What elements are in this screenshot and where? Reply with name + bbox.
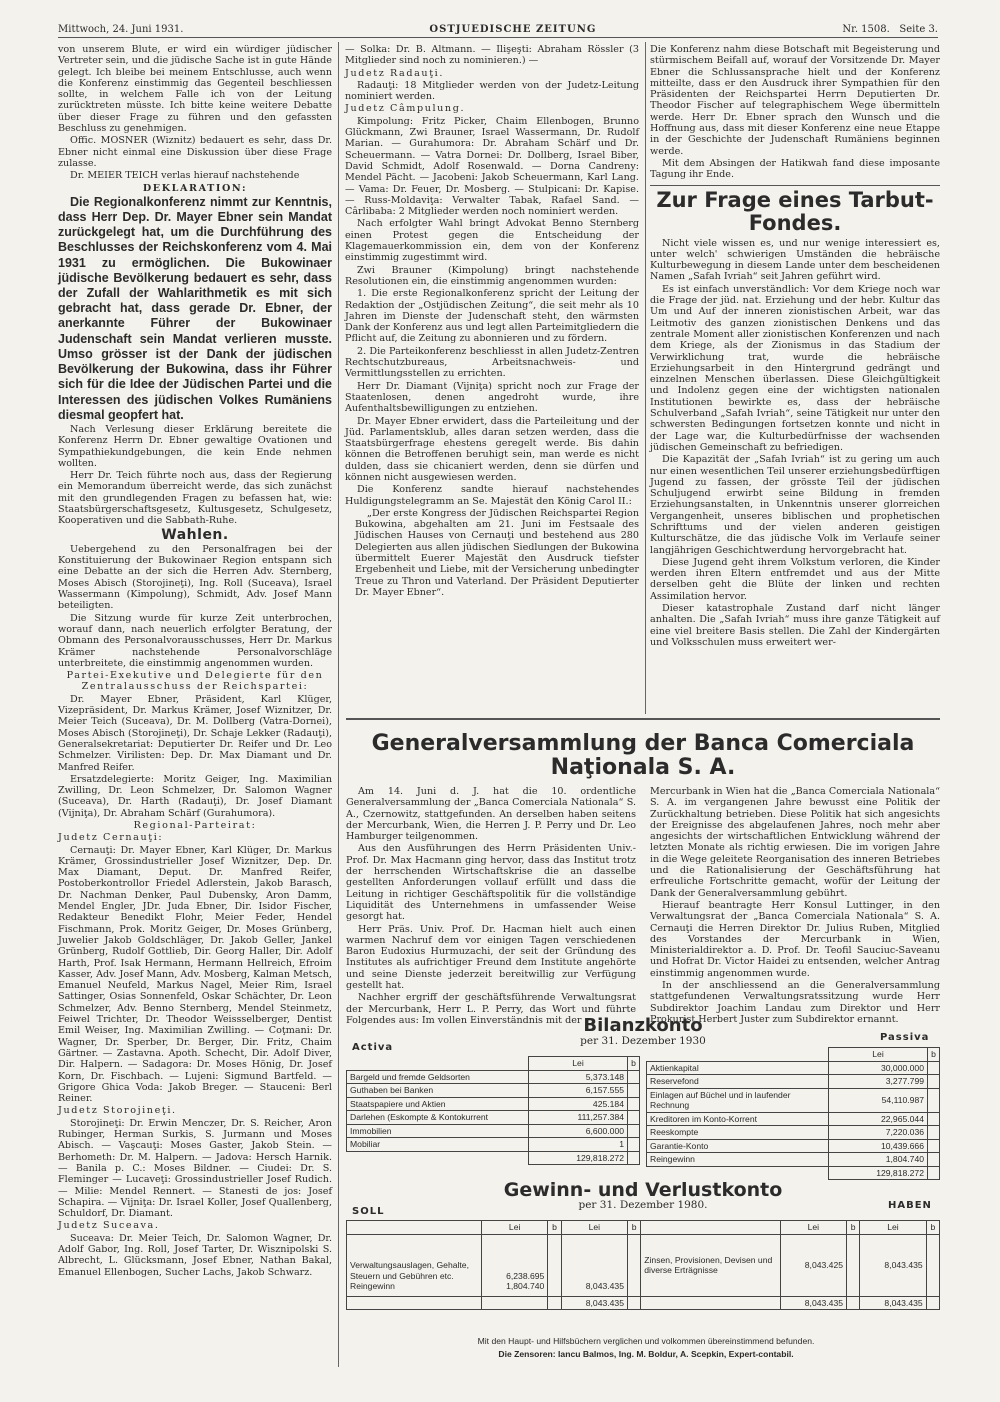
col2-paragraph: Radauţi: 18 Mitglieder werden von der Judetz-Leitung nominiert werden. [345,79,639,103]
judetz-cernauti-heading: Judetz Cernauţi: [58,832,164,844]
empty-cell [627,1296,640,1310]
table-row [647,1061,940,1075]
audit-note: Mit den Haupt- und Hilfsbüchern verglichen und volkommen übereinstimmend befunden. [477,1336,815,1346]
b-header: b [548,1221,561,1235]
column-3 [650,44,940,712]
gewinn-table [346,1220,940,1310]
haben-label-cell: Zinsen, Provisionen, Devisen und diverse Erträgnisse [641,1234,780,1296]
telegram-text: „Der erste Kongress der Jüdischen Reichspartei Region Bukowina, abgehalten am 21. Juni im Festsaale des Jüdischen Hauses von Cernauţi und bestehend aus 280 Delegierten aus allen jüdischen Siedlungen der Bukowina übermittelt Euerer Majestät den Ausdruck tiefster Ergebenheit und Liebe, mit der Versicherung unbedingter Treue zu Thron und Vaterland. Der Präsident Deputierter Dr. Mayer Ebner“. [355,507,639,598]
row-label: Reingewinn [647,1153,829,1167]
bilanz-activa-table [346,1056,640,1165]
newspaper-name: OSTJUEDISCHE ZEITUNG [429,23,597,35]
col2-paragraph: 2. Die Parteikonferenz beschliesst in allen Judetz-Zentren Rechtschutzbureaus, Arbeitsnachweis- und Vermittlungsstellen zu errichten. [345,345,639,380]
empty-cell [847,1234,860,1296]
col1-paragraph: Storojineţi: Dr. Erwin Menczer, Dr. S. Reicher, Aron Rubinger, Herman Surkis, S. Jurmann und Moses Abisch. — Vaşcauţi: Moses Gaster, Jakob Stein. — Berhometh: Dr. M. Halpern. — Jadova: Hersch Harnik. — Banila p. C.: Moses Bildner. — Ciudei: Dr. S. Fleminger — Lucaveţi: Grossindustrieller Josef Rudich. — Milie: Mendel Rennert. — Stanesti de jos: Josef Schapira. — Vijniţa: Dr. Israel Koller, Josef Quallenberg, Schuldorf, Dr. Diamant. [58,1117,332,1220]
empty-cell [928,1139,940,1153]
col1-paragraph: Dr. Mayer Ebner, Präsident, Karl Klüger, Vizepräsident, Dr. Markus Krämer, Josef Wiznitzer, Dr. Meier Teich (Suceava), Dr. M. Dollberg (Vatra-Dornei), Moses Abisch (Storojineţi), Dr. Schaje Lekker (Radauţi), Generalsekretariat: Deputierter Dr. Reifer und Dr. Leo Schmelzer. Virilisten: Dep. Dr. Max Diamant und Dr. Manfred Reifer. [58,693,332,773]
declaration-text [58,195,332,423]
banca-title-line1: Generalversammlung der Banca Comerciala [371,731,915,756]
censors-note: Die Zensoren: Iancu Balmos, Ing. M. Boldur, A. Scepkin, Expert-contabil. [498,1349,794,1359]
col2-paragraph: Die Konferenz sandte hierauf nachstehendes Huldigungstelegramm an Se. Majestät den König Carol II.: [345,484,639,507]
row-value: 30,000.000 [829,1061,928,1075]
bilanz-title: Bilanzkonto [583,1015,703,1036]
gewinn-title: Gewinn- und Verlustkonto [503,1179,783,1201]
col2-paragraph: Dr. Mayer Ebner erwidert, dass die Parteileitung und der Jüd. Parlamentsklub, alles daran setzen werden, dass die Staatsbürgerfrage ehestens geregelt werde. Bis dahin können die Betroffenen beruhigt sein, man werde es nicht dulden, dass sie chicaniert werden, denn sie dürfen und können nicht ausgewiesen werden. [345,415,639,483]
page-header [58,22,938,38]
empty-cell [928,1166,940,1180]
col1-paragraph: Nach Verlesung dieser Erklärung bereitete die Konferenz Herrn Dr. Ebner gewaltige Ovationen und Sympathiekundgebungen, die kein Ende nehmen wollten. [58,423,332,469]
row-label: Reservefond [647,1075,829,1089]
banca-title-line2: Naţionala S. A. [550,755,736,780]
col1-paragraph: Dr. MEIER TEICH verlas hierauf nachstehende [70,170,300,182]
bilanz-passiva-table [646,1047,940,1180]
haben-sum: 8,043.435 [860,1234,926,1296]
col3-paragraph: Dieser katastrophale Zustand darf nicht länger anhalten. Die „Safah Ivriah“ muss ihre ganze Tätigkeit auf eine viel breitere Basis stellen. Die Zahl der Kindergärten und Volksschulen muss erweitert wer- [650,603,940,648]
row-label: Reeskompte [647,1126,829,1140]
soll-item-label: Reingewinn [350,1281,395,1291]
soll-value: 1,804.740 [506,1281,545,1291]
column-1 [58,44,332,1366]
table-row [647,1112,940,1126]
page-number: Seite 3. [899,23,938,35]
wahlen-heading: Wahlen. [161,526,229,543]
exekutive-heading: Partei-Exekutive und Delegierte für den Zentralausschuss der Reichspartei: [66,670,324,693]
row-label: Staatspapiere und Aktien [347,1097,529,1111]
parteirat-heading: Regional-Parteirat: [133,820,257,831]
table-row [347,1097,640,1111]
haben-label: HABEN [888,1200,932,1211]
soll-values-cell [481,1234,547,1296]
bilanz-subtitle: per 31. Dezember 1930 [580,1035,706,1047]
empty-cell [628,1097,640,1111]
empty-cell [647,1166,829,1180]
table-row [347,1124,640,1138]
row-value: 6,600.000 [529,1124,628,1138]
row-label: Immobilien [347,1124,529,1138]
col1-paragraph: von unserem Blute, er wird ein würdiger jüdischer Vertreter sein, und die jüdische Sache ist in gute Hände gelegt. Ich bleibe bei meinem Entschlusse, auch wenn die Konferenz einstimmig das Gegenteil beschliessen sollte, in welchem Falle ich von der Leitung zurücktreten müsste. Ich bitte keine weitere Debatte über dieser Frage zu führen und den gefassten Beschluss zu genehmigen. [58,44,332,135]
empty-header-cell [641,1221,780,1235]
b-header: b [628,1057,640,1071]
lei-header: Lei [529,1057,628,1071]
empty-cell [928,1061,940,1075]
soll-sum-cell: 8,043.435 [561,1234,627,1296]
lei-header: Lei [829,1048,928,1062]
col3-paragraph: Diese Jugend geht ihrem Volkstum verloren, die Kinder werden ihren Eltern entfremdet und aus der Mitte derselben geht die Blüte der linken und rechten Assimilation hervor. [650,556,940,602]
empty-cell [928,1088,940,1112]
passiva-label: Passiva [880,1032,930,1043]
tarbut-title: Zur Frage eines Tarbut-Fondes. [650,185,940,235]
empty-cell [548,1296,561,1310]
empty-cell [347,1151,529,1165]
activa-total: 129,818.272 [529,1151,628,1165]
banca-paragraph: Aus den Ausführungen des Herrn Präsidenten Univ.-Prof. Dr. Max Hacmann ging hervor, dass das Institut trotz der herrschenden Wirtschaftskrise die an dasselbe gestellten Anforderungen vollauf erfüllt und dass die Leitung in richtiger Geschäftspolitik für die vollständige Liquidität des Unternehmens in umfassender Weise gesorgt hat. [346,843,636,923]
col2-paragraph: 1. Die erste Regionalkonferenz spricht der Leitung der Redaktion der „Ostjüdischen Zeitung“, die seit mehr als 10 Jahren im Dienste der Judenschaft steht, den wärmsten Dank der Konferenz aus und legt allen Parteimitgliedern die Pflicht auf, die Zeitung zu abonnieren und zu fördern. [345,288,639,345]
empty-cell [628,1084,640,1098]
table-row [647,1139,940,1153]
table-row [347,1070,640,1084]
empty-header-cell [647,1048,829,1062]
banca-paragraph: Am 14. Juni d. J. hat die 10. ordentliche Generalversammlung der „Banca Comerciala Nationala“ S. A., Czernowitz, stattgefunden. An derselben haben seitens der Mercurbank, Wien, die Herren J. P. Perry und Dr. Leo Hamburger teilgenommen. [346,786,636,843]
issue-date: Mittwoch, 24. Juni 1931. [58,23,184,35]
banca-paragraph: In der anschliessend an die Generalversammlung stattgefundenen Verwaltungsratssitzung wurde Herr Subdirektor Joachim Landau zum Direktor und Herr Prokurist Herbert Juster zum Subdirektor ernannt. [650,980,940,1025]
col2-paragraph: Zwi Brauner (Kimpolung) bringt nachstehende Resolutionen ein, die einstimmig angenommen wurden: [345,264,639,287]
section-rule [346,718,940,720]
empty-cell [847,1296,860,1310]
row-label: Mobiliar [347,1138,529,1152]
row-value: 111,257.384 [529,1111,628,1125]
banca-paragraph: Hierauf beantragte Herr Konsul Luttinger, in den Verwaltungsrat der „Banca Comerciala Nationala“ S. A. Cernauţi die Herren Direktor Dr. Julius Ruben, Mitglied des Vorstandes der Mercurbank in Wien, Ministerialdirektor a. D. Prof. Dr. Teofil Sauciuc-Saveanu und Hofrat Dr. Victor Haidei zu entsenden, welcher Antrag einstimmig angenommen wurde. [650,899,940,979]
row-label: Aktienkapital [647,1061,829,1075]
banca-paragraph: Mercurbank in Wien hat die „Banca Comerciala Nationala“ S. A. im vergangenen Jahre bewusst eine Politik der Zurückhaltung betrieben. Diese Politik hat sich angesichts der Ereignisse des abgelaufenen Jahres, noch mehr aber angesichts der wirtschaftlichen Entwicklung während der letzten Monate als richtig erwiesen. Die im vorigen Jahre in die Wege geleitete Reorganisation des inneren Betriebes und die Rationalisierung der Geschäftsführung hat erfreuliche Fortschritte gemacht, wofür der Leitung der Dank der Generalversammlung gebührt. [650,786,940,899]
empty-cell [628,1070,640,1084]
empty-cell [928,1153,940,1167]
table-row [347,1111,640,1125]
gewinn-total-row [347,1296,940,1310]
empty-cell [928,1126,940,1140]
soll-label-cell [347,1234,482,1296]
judetz-radauti-heading: Judetz Radauţi. [345,67,444,79]
haben-value: 8,043.425 [780,1234,846,1296]
row-label: Einlagen auf Büchel und in laufender Rechnung [647,1088,829,1112]
column-rule-2 [645,42,646,714]
banca-paragraph: Nachher ergriff der geschäftsführende Verwaltungsrat der Mercurbank, Herr L. P. Perry, das Wort und führte Folgendes aus: Im vollen Einverständnis mit der [346,992,636,1026]
empty-cell [628,1124,640,1138]
issue-page [842,24,938,35]
banca-right-column [650,786,940,1025]
row-value: 425.184 [529,1097,628,1111]
empty-cell [928,1112,940,1126]
col3-paragraph: Mit dem Absingen der Hatikwah fand diese imposante Tagung ihr Ende. [650,157,940,181]
lei-header: Lei [860,1221,926,1235]
empty-cell [627,1234,640,1296]
b-header: b [926,1221,939,1235]
table-header-row [347,1057,640,1071]
soll-value: 6,238.695 [506,1270,545,1281]
row-value: 1 [529,1138,628,1152]
table-row [647,1088,940,1112]
col1-paragraph: Suceava: Dr. Meier Teich, Dr. Salomon Wagner, Dr. Adolf Gabor, Ing. Roll, Josef Tarter, Dr. Wisznipolski S. Albrecht, L. Glücksmann, Josef Ebner, Nathan Bakal, Emanuel Ellenbogen, Sucher Lachs, Jakob Schwarz. [58,1232,332,1278]
empty-cell [928,1075,940,1089]
col1-paragraph: Uebergehend zu den Personalfragen bei der Konstituierung der Bukowinaer Region entspann sich eine Debatte an der sich die Herren Adv. Sternberg, Moses Abisch (Storojineţi), Ing. Roll (Suceava), Israel Wassermann (Kimpolung), Schmidt, Adv. Josef Mann beteiligten. [58,543,332,612]
haben-total-b: 8,043.435 [860,1296,926,1310]
row-label: Bargeld und fremde Geldsorten [347,1070,529,1084]
empty-header-cell [347,1057,529,1071]
col1-paragraph: Herr Dr. Teich führte noch aus, dass der Regierung ein Memorandum überreicht werde, das sich zunächst mit den grundlegenden Fragen zu befassen hat, wie: Staatsbürgerschaftsgesetz, Kultusgesetz, Schulgesetz, Kooperativen und die Sabbath-Ruhe. [58,470,332,527]
b-header: b [928,1048,940,1062]
haben-total-a: 8,043.435 [780,1296,846,1310]
row-value: 10,439.666 [829,1139,928,1153]
column-2 [345,44,639,712]
col2-paragraph: Herr Dr. Diamant (Vijniţa) spricht noch zur Frage der Staatenlosen, denen angedroht wurde, ihre Aufenthaltsbewilligungen zu entziehen. [345,380,639,415]
row-value: 5,373.148 [529,1070,628,1084]
empty-cell [926,1296,939,1310]
row-value: 22,965.044 [829,1112,928,1126]
row-label: Darlehen (Eskompte & Kontokurrent [347,1111,529,1125]
b-header: b [847,1221,860,1235]
judetz-campulung-heading: Judetz Câmpulung. [345,103,466,115]
empty-cell [641,1296,780,1310]
soll-label: SOLL [352,1206,385,1217]
issue-number: Nr. 1508. [842,23,890,35]
col1-paragraph: Die Sitzung wurde für kurze Zeit unterbrochen, worauf dann, nach neuerlich erfolgter Beratung, der Obmann des Personalvorausschusses, Herr Dr. Markus Krämer nachstehende Personalvorschläge unterbreitete, die einstimmig angenommen wurden. [58,612,332,669]
col3-paragraph: Nicht viele wissen es, und nur wenige interessiert es, unter welch' schwierigen Umständen die hebräische Kulturbewegung in diesem Lande unter dem bescheidenen Namen „Safah Ivriah“ seit Jahren geführt wird. [650,237,940,283]
lei-header: Lei [780,1221,846,1235]
activa-body [347,1070,640,1151]
col2-paragraph: Kimpolung: Fritz Picker, Chaim Ellenbogen, Brunno Glückmann, Zwi Brauner, Israel Wassermann, Dr. Rudolf Marian. — Gurahumora: Dr. Abraham Schärf und Dr. Scheuermann. — Vatra Dornei: Dr. Dollberg, Israel Biber, David Schmidt, Adolf Rosenwald. — Dorna Candreny: Mendel Pächt. — Jacobeni: Jakob Scheuermann, Karl Lang. — Vama: Dr. Feuer, Dr. Mosberg. — Stulpicani: Dr. Kapise. — Russ-Moldaviţa: Verwalter Tabak, Rafael Sand. — Cârlibaba: 2 Mitglieder werden noch nominiert werden. [345,115,639,218]
empty-cell [347,1296,482,1310]
col3-paragraph: Es ist einfach unverständlich: Vor dem Kriege noch war die Frage der jüd. nat. Erziehung und der hebr. Kultur das Um und Auf der inneren zionistischen Arbeit, war das Leitmotiv des ganzen zionistischen Denkens und das zentrale Moment aller zionistischen Konferenzen und nach dem Kriege, als der Zionismus in das Stadium der Verwirklichung trat, wurde die hebräische Erziehungsarbeit in den Hintergrund gedrängt und einzelnen Menschen überlassen. Diese Gleichgültigkeit und Indolenz gegen eine der wichtigsten nationalen Institutionen bewirkte es, dass der hebräische Schulverband „Safah Ivriah“, seine Tätigkeit nur unter den schwersten Bedingungen fortsetzen konnte und nicht in der Lage war, die Kulturbedürfnisse der wachsenden jüdischen Gemeinschaft zu befriedigen. [650,283,940,453]
row-value: 54,110.987 [829,1088,928,1112]
banca-left-column [346,786,636,1026]
empty-cell [628,1111,640,1125]
table-header-row [647,1048,940,1062]
gewinn-row [347,1234,940,1296]
table-row [347,1084,640,1098]
col1-paragraph: Cernauţi: Dr. Mayer Ebner, Karl Klüger, Dr. Markus Krämer, Grossindustrieller Josef Wiznitzer, Dep. Dr. Max Diamant, Deput. Dr. Manfred Reifer, Postoberkontrollor Friedel Adlerstein, Jakob Barasch, Dr. Nachman Denker, Paul Dubensky, Aron Damm, Mendel Engler, JDr. Juda Ebner, Dir. Isidor Fischer, Redakteur Benedikt Flohr, Meier Feder, Hendel Fischmann, Prok. Moritz Geiger, Dr. Moses Grünberg, Juwelier Jakob Goldschläger, Dr. Jakob Geller, Jankel Grünberg, Rudolf Gottlieb, Dir. Georg Haller, Dir. Adolf Harth, Prof. Isak Hermann, Hermann Hellreich, Efroim Kasser, Adv. Josef Mann, Adv. Mosberg, Kalman Metsch, Emanuel Neufeld, Markus Nagel, Meier Rim, Israel Sattinger, Osias Sonnenfeld, Oskar Schächter, Dr. Leon Schmelzer, Adv. Benno Sternberg, Mendel Steinmetz, Feiwel Trichter, Dr. Theodor Weissselberger, Dentist Emil Weiser, Ing. Maximilian Zwilling. — Coţmani: Dr. Wagner, Dr. Sperber, Dr. Berger, Dir. Fritz, Chaim Gärtner. — Zastavna. Apoth. Schecht, Dir. Adolf Diver, Dir. Halpern. — Sadagora: Dr. Moses Hönig, Dr. Josef Korn, Dr. Fischbach. — Lujeni: Sigmund Bartfeld. — Grigore Ghica Voda: Jakob Breger. — Stauceni: Berl Reiner. [58,844,332,1105]
banca-paragraph: Herr Präs. Univ. Prof. Dr. Hacman hielt auch einen warmen Nachruf dem vor einigen Tagen verschiedenen Baron Eudoxius Hurmuzachi, der seit der Gründung des Institutes als aufrichtiger Freund dem Institute angehörte und seine Dienste jederzeit bereitwillig zur Verfügung gestellt hat. [346,923,636,992]
row-label: Kreditoren im Konto-Korrent [647,1112,829,1126]
empty-cell [481,1296,547,1310]
row-value: 1,804.740 [829,1153,928,1167]
column-rule-1 [338,42,339,1367]
col3-paragraph: Die Kapazität der „Safah Ivriah“ ist zu gering um auch nur einen wesentlichen Teil unserer erziehungsbedürftigen Jugend zu fassen, der grösste Teil der jüdischen Schuljugend erwirbt seine Bildung in fremden Erziehungsanstalten, in Unkenntnis unserer glorreichen Vergangenheit, unseres biblischen und prophetischen Schrifttums und der vielen anderen geistigen Kulturschätze, die das jüdische Volk im Verlaufe seiner langjährigen Geschichtwerdung hervorgebracht hat. [650,454,940,556]
empty-cell [628,1138,640,1152]
passiva-body [647,1061,940,1166]
b-header: b [627,1221,640,1235]
total-row [647,1166,940,1180]
col1-paragraph: Offic. MOSNER (Wiznitz) bedauert es sehr, dass Dr. Ebner nicht einmal eine Diskussion über diese Frage zulasse. [58,135,332,169]
table-row [347,1138,640,1152]
empty-cell [548,1234,561,1296]
row-label: Guthaben bei Banken [347,1084,529,1098]
soll-total: 8,043.435 [561,1296,627,1310]
table-row [647,1126,940,1140]
judetz-suceava-heading: Judetz Suceava. [58,1220,160,1232]
lei-header: Lei [561,1221,627,1235]
activa-label: Activa [352,1042,394,1053]
empty-header-cell [347,1221,482,1235]
judetz-storojineti-heading: Judetz Storojineţi. [58,1105,177,1117]
col1-paragraph: Ersatzdelegierte: Moritz Geiger, Ing. Maximilian Zwilling, Dr. Leon Schmelzer, Dr. Salomon Wagner (Suceava), Dr. Harth (Radauţi), Dr. Josef Diamant (Vijniţa), Dr. Abraham Schärf (Gurahumora). [58,773,332,819]
row-label: Garantie-Konto [647,1139,829,1153]
passiva-total: 129,818.272 [829,1166,928,1180]
empty-cell [926,1234,939,1296]
row-value: 7,220.036 [829,1126,928,1140]
col2-paragraph: Nach erfolgter Wahl bringt Advokat Benno Sternberg einen Protest gegen die Entscheidung der Klagemauerkommission ein, dem von der Konferenz einstimmig zugestimmt wird. [345,218,639,264]
col2-paragraph: — Solka: Dr. B. Altmann. — Ilişeşti: Abraham Rössler (3 Mitglieder sind noch zu nominieren.) — [345,44,639,67]
declaration-paragraph: Die Regionalkonferenz nimmt zur Kenntnis, dass Herr Dep. Dr. Mayer Ebner sein Mandat zurückgelegt hat, um die Durchführung des Beschlusses der Reichskonferenz vom 4. Mai 1931 zu ermöglichen. Die Bukowinaer jüdische Bevölkerung bedauert es sehr, dass der Zufall der Wahlarithmetik es mit sich gebracht hat, dass gerade Dr. Ebner, der anerkannte Führer der Bukowinaer Judenschaft sein Mandat verlieren musste. Umso grösser ist der Dank der jüdischen Bevölkerung der Bukowina, dass ihr Führer sich für die Idee der Jüdischen Partei und die Interessen des jüdischen Volkes Rumäniens diesmal geopfert hat. [58,194,332,422]
col3-paragraph: Die Konferenz nahm diese Botschaft mit Begeisterung und stürmischem Beifall auf, worauf der Vorsitzende Dr. Mayer Ebner die Schlussansprache hielt und der Konferenz mitteilte, dass er den Ausdruck ihrer Sympathien für den Präsidenten der Reichspartei Herrn Deputierten Dr. Theodor Fischer auf telegraphischem Wege übermitteln werde. Herr Dr. Ebner sprach den Wunsch und die Hoffnung aus, dass mit dieser Konferenz eine neue Etappe in der Geschichte der Judenschaft Rumäniens beginnen werde. [650,44,940,157]
table-header-row [347,1221,940,1235]
lei-header: Lei [481,1221,547,1235]
empty-cell [628,1151,640,1165]
row-value: 3,277.799 [829,1075,928,1089]
table-row [647,1075,940,1089]
declaration-heading: DEKLARATION: [142,182,248,194]
gewinn-subtitle: per 31. Dezember 1980. [578,1199,708,1211]
table-row [647,1153,940,1167]
soll-item-label: Verwaltungsauslagen, Gehalte, Steuern und Gebühren etc. [350,1260,469,1281]
row-value: 6,157.555 [529,1084,628,1098]
total-row [347,1151,640,1165]
